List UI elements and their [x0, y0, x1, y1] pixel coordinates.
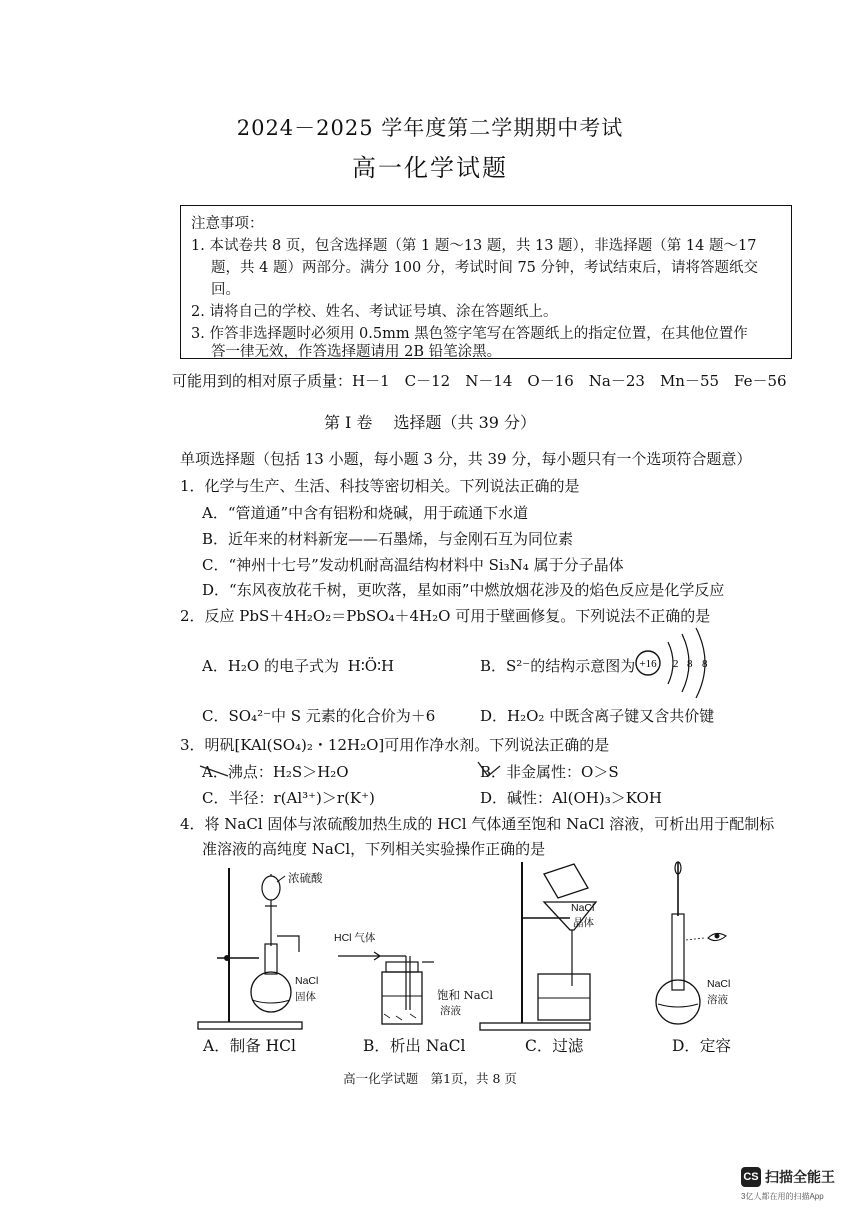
watermark-brand: 扫描全能王	[765, 1169, 835, 1185]
label-nacl-solid-2: 固体	[295, 991, 316, 1003]
caption-c: C．过滤	[525, 1037, 584, 1055]
label-nacl-crystal-2: 晶体	[573, 917, 594, 929]
q1-stem: 1．化学与生产、生活、科技等密切相关。下列说法正确的是	[180, 477, 580, 495]
electron-formula: H∶Ö∶H	[347, 657, 395, 675]
camscanner-logo-icon: CS	[741, 1167, 761, 1187]
q1-option-d: D．“东风夜放花千树，更吹落，星如雨”中燃放烟花涉及的焰色反应是化学反应	[202, 581, 725, 599]
notice-line-2: 题，共 4 题）两部分。满分 100 分，考试时间 75 分钟，考试结束后，请将答题纸交	[211, 260, 759, 276]
label-nacl-solution-1: NaCl	[707, 978, 731, 990]
notice-line-6: 答一律无效，作答选择题请用 2B 铅笔涂黑。	[211, 344, 502, 360]
notice-line-1: 1. 本试卷共 8 页，包含选择题（第 1 题～13 题，共 13 题），非选择题（第 14 题～17	[191, 238, 757, 254]
notice-line-3: 回。	[211, 282, 240, 298]
shell-count-2: 8	[687, 658, 693, 670]
q3-option-d: D．碱性：Al(OH)₃＞KOH	[480, 789, 662, 807]
q2-option-a-label: A．H₂O 的电子式为	[202, 657, 339, 675]
notice-box	[180, 205, 792, 359]
q3-stem: 3．明矾[KAl(SO₄)₂・12H₂O]可用作净水剂。下列说法正确的是	[180, 736, 610, 754]
pen-check-mark-b	[474, 758, 504, 780]
caption-a: A．制备 HCl	[203, 1037, 296, 1055]
shell-count-1: 2	[673, 658, 679, 670]
ion-structure-diagram	[630, 628, 730, 700]
pen-strike-mark-a	[198, 760, 230, 780]
apparatus-a-hcl-generator	[195, 862, 325, 1032]
q2-option-c: C．SO₄²⁻中 S 元素的化合价为＋6	[202, 707, 436, 725]
q4-stem-line-1: 4．将 NaCl 固体与浓硫酸加热生成的 HCl 气体通至饱和 NaCl 溶液，可析出用于配制标	[180, 815, 775, 833]
section-title: 第 I 卷 选择题（共 39 分）	[323, 413, 537, 432]
atomic-mass-line: 可能用到的相对原子质量：H－1 C－12 N－14 O－16 Na－23 Mn－55 Fe－56	[172, 372, 787, 390]
nucleus-label: +16	[639, 658, 657, 670]
exam-title: 2024－2025 学年度第二学期期中考试	[236, 116, 624, 140]
exam-subtitle: 高一化学试题	[352, 154, 508, 182]
caption-b: B．析出 NaCl	[363, 1037, 466, 1055]
label-saturated-nacl-2: 溶液	[440, 1005, 461, 1017]
q3-option-a: A．沸点：H₂S＞H₂O	[202, 763, 349, 781]
notice-heading: 注意事项：	[191, 216, 264, 232]
q2-option-d: D．H₂O₂ 中既含离子键又含共价键	[480, 707, 715, 725]
shell-count-3: 8	[702, 658, 708, 670]
caption-d: D．定容	[672, 1037, 731, 1055]
q1-option-c: C．“神州十七号”发动机耐高温结构材料中 Si₃N₄ 属于分子晶体	[202, 556, 624, 574]
apparatus-c-filtration	[478, 858, 608, 1033]
q3-option-c: C．半径：r(Al³⁺)＞r(K⁺)	[202, 789, 375, 807]
label-nacl-crystal-1: NaCl	[571, 902, 595, 914]
q2-option-a	[202, 655, 394, 676]
q2-stem: 2．反应 PbS＋4H₂O₂＝PbSO₄＋4H₂O 可用于壁画修复。下列说法不正确的是	[180, 607, 711, 625]
label-hcl-gas: HCl 气体	[334, 932, 376, 944]
q2-option-b: B．S²⁻的结构示意图为	[480, 657, 636, 675]
q1-option-a: A．“管道通”中含有铝粉和烧碱，用于疏通下水道	[202, 504, 529, 522]
notice-line-4: 2. 请将自己的学校、姓名、考试证号填、涂在答题纸上。	[191, 304, 558, 320]
label-saturated-nacl-1: 饱和 NaCl	[437, 988, 494, 1002]
page-footer: 高一化学试题 第1页，共 8 页	[343, 1071, 517, 1086]
q1-option-b: B．近年来的材料新宠——石墨烯，与金刚石互为同位素	[202, 530, 574, 548]
watermark-subtitle: 3亿人都在用的扫描App	[741, 1192, 824, 1201]
q3-option-b: B．非金属性：O＞S	[480, 763, 619, 781]
q4-stem-line-2: 准溶液的高纯度 NaCl，下列相关实验操作正确的是	[202, 840, 546, 858]
label-conc-sulfuric-acid: 浓硫酸	[288, 871, 323, 885]
label-nacl-solid-1: NaCl	[295, 975, 319, 987]
notice-line-5: 3. 作答非选择题时必须用 0.5mm 黑色签字笔写在答题纸上的指定位置，在其他位置作	[191, 326, 748, 342]
instructions: 单项选择题（包括 13 小题，每小题 3 分，共 39 分，每小题只有一个选项符合题意）	[180, 450, 752, 468]
label-nacl-solution-2: 溶液	[707, 994, 728, 1006]
